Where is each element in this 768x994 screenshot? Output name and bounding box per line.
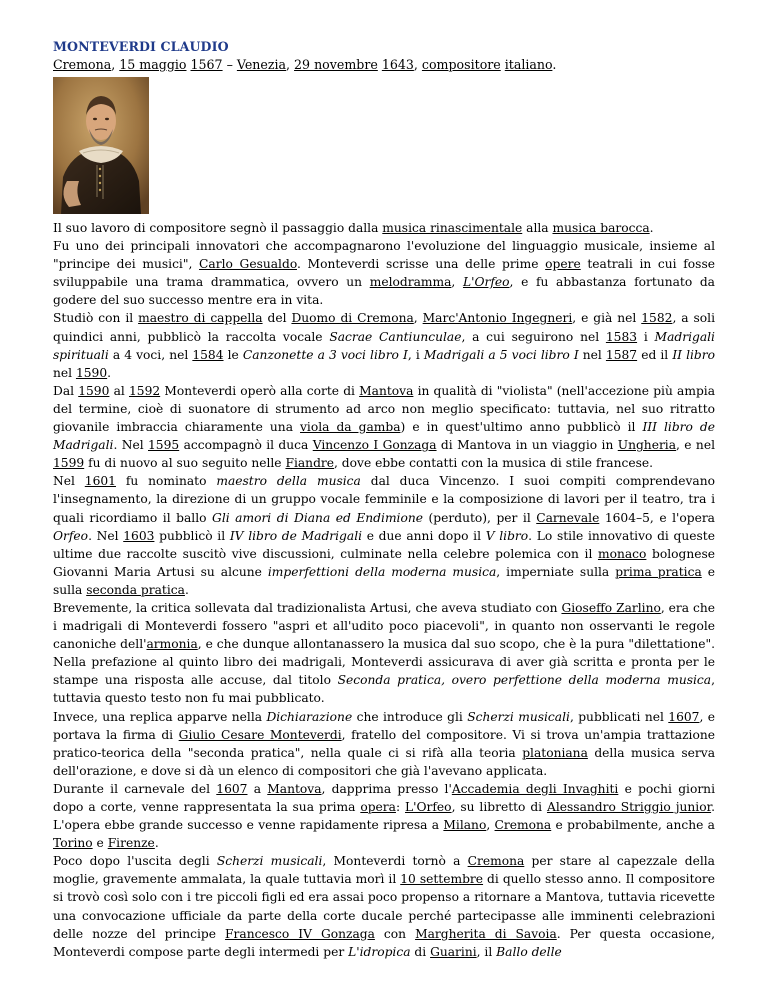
inline-link[interactable]: opere [545, 257, 581, 272]
text-run: alla [522, 221, 553, 235]
text-run: dal duca Vincenzo. I suoi compiti comprendevano l'insegnamento, la direzione di un gruppo vocale femminile e la composizione di lavori per il teatro, tra i quali ricordiamo il ballo [53, 474, 715, 525]
paragraph [53, 219, 715, 237]
text-run: con [374, 926, 416, 941]
birth-year-link[interactable]: 1567 [190, 57, 223, 72]
text-run: , [451, 275, 463, 290]
text-run: . Nel [88, 528, 124, 543]
text-run: Poco dopo l'uscita degli [53, 854, 217, 869]
text-run: , tuttavia questo testo non fu mai pubblicato. [53, 673, 715, 706]
text-run: , a soli quindici anni, pubblicò la raccolta vocale [53, 311, 716, 344]
inline-link[interactable]: prima pratica [615, 564, 702, 579]
text-run: , era che i madrigali di Monteverdi fossero "aspri et all'udito poco piacevoli", in quanto non osservanti le regole canoniche dell' [53, 600, 716, 652]
inline-link[interactable]: opera [360, 800, 396, 814]
italic-text: Gli amori di Diana ed Endimione [212, 510, 423, 525]
inline-link[interactable]: Fiandre [285, 456, 335, 471]
inline-link[interactable]: Duomo di Cremona [291, 311, 414, 326]
text-run: , [486, 818, 495, 833]
text-run: di [410, 944, 431, 959]
page-title: MONTEVERDI CLAUDIO [53, 39, 229, 54]
date-separator: – [222, 57, 237, 72]
inline-link[interactable]: Margherita di Savoia [415, 926, 557, 941]
inline-link[interactable]: 1584 [192, 347, 224, 362]
inline-link[interactable]: 1582 [641, 311, 673, 326]
inline-link[interactable]: Ungheria [617, 438, 677, 453]
text-run: e [92, 836, 108, 851]
text-run: teatrali in cui fosse sviluppabile una trama drammatica, ovvero un [53, 257, 715, 290]
inline-link[interactable]: platoniana [522, 745, 588, 760]
inline-link[interactable]: musica barocca [552, 221, 650, 235]
text-run: e pochi giorni dopo a corte, venne rappresentata la sua prima [53, 781, 715, 814]
text-run: Durante il carnevale del [53, 781, 217, 796]
inline-link[interactable]: Vincenzo I Gonzaga [312, 438, 437, 453]
text-run: Dal [53, 383, 79, 398]
text-run: e sulla [53, 564, 715, 597]
text-run: ) e in quest'ultimo anno pubblicò il [400, 420, 643, 435]
text-run: di Mantova in un viaggio in [436, 438, 618, 453]
inline-link[interactable]: Cremona [467, 854, 525, 869]
text-run: , dove ebbe contatti con la musica di stile francese. [334, 456, 654, 471]
inline-link[interactable]: viola da gamba [300, 420, 401, 435]
death-place-link[interactable]: Venezia [236, 57, 287, 72]
text-run: , fratello del compositore. Vi si trova un'ampia trattazione pratico-teorica della "seconda pratica", nella quale ci si rifà alla teoria [53, 727, 715, 760]
text-run: , Monteverdi tornò a [322, 854, 468, 869]
text-run: Monteverdi operò alla corte di [160, 383, 360, 398]
portrait-image [53, 77, 149, 214]
text-run: per stare al capezzale della moglie, gravemente ammalata, la quale tuttavia morì il [53, 854, 715, 887]
role-link[interactable]: compositore [421, 57, 501, 72]
italic-text: Scherzi musicali [467, 709, 570, 724]
text-run: : [395, 800, 405, 814]
text-run: nel [578, 347, 606, 362]
text-run: . Nel [113, 438, 148, 453]
italic-text: IV libro de Madrigali [229, 528, 363, 543]
italic-text: imperfettioni della moderna musica [267, 564, 497, 579]
inline-link[interactable]: L'Orfeo [462, 275, 510, 290]
italic-text: Seconda pratica, overo perfettione della moderna musica [337, 673, 712, 688]
text-run: , il [476, 944, 497, 959]
biographical-line: Cremona, 15 maggio 1567 – Venezia, 29 novembre 1643, compositore italiano. [53, 57, 557, 72]
text-run: , e che dunque allontanassero la musica dal suo scopo, che è la pura "dilettatione". Nella prefazione al quinto libro dei madrigali, Monteverdi assicurava di aver già scritta e pronta per le stampe una risposta alle accuse, dal titolo [53, 637, 715, 688]
text-run: . Per questa occasione, Monteverdi compose parte degli intermedi per [53, 926, 715, 959]
paragraph [53, 780, 715, 852]
inline-link[interactable]: Giulio Cesare Monteverdi [178, 727, 342, 742]
italic-text: L'idropica [348, 944, 411, 959]
inline-link[interactable]: Francesco IV Gonzaga [225, 926, 375, 941]
text-run: 1604–5, e l'opera [599, 510, 715, 525]
inline-link[interactable]: 1590 [75, 365, 108, 380]
death-date-link[interactable]: 29 novembre [294, 57, 378, 72]
text-run: , a cui seguirono nel [461, 329, 606, 344]
text-run: a 4 voci, nel [108, 347, 193, 362]
text-run: . [184, 582, 189, 597]
italic-text: III libro de Madrigali [53, 420, 715, 453]
text-run: e probabilmente, anche a [551, 818, 715, 833]
text-run: , i [407, 347, 424, 362]
inline-link[interactable]: 1590 [78, 383, 110, 398]
text-run: , e nel [676, 438, 715, 453]
birth-place-link[interactable]: Cremona [53, 57, 112, 72]
italic-text: V libro [485, 528, 529, 543]
inline-link[interactable]: Carlo Gesualdo [199, 257, 297, 272]
text-run: , pubblicati nel [569, 709, 669, 724]
inline-link[interactable]: seconda pratica [86, 582, 185, 597]
inline-link[interactable]: Cremona [494, 818, 552, 833]
text-run: bolognese Giovanni Maria Artusi su alcune [53, 546, 716, 579]
paragraph [53, 472, 715, 599]
text-run: ed il [637, 347, 673, 362]
inline-link[interactable]: monaco [597, 546, 647, 561]
text-run: , e fu abbastanza fortunato da godere del suo successo mentre era in vita. [53, 275, 715, 308]
text-run: pubblicò il [154, 528, 230, 543]
inline-link[interactable]: 1587 [605, 347, 638, 362]
inline-link[interactable]: Milano [443, 818, 487, 833]
text-run: Brevemente, la critica sollevata dal tradizionalista Artusi, che aveva studiato con [53, 600, 562, 615]
italic-text: Madrigali spirituali [53, 329, 715, 362]
text-run: . L'opera ebbe grande successo e venne rapidamente ripresa a [53, 800, 715, 833]
inline-link[interactable]: 1607 [216, 781, 248, 796]
text-run: , su libretto di [451, 800, 547, 814]
inline-link[interactable]: Firenze [107, 836, 155, 851]
text-run: del [262, 311, 292, 326]
text-run: nel [53, 365, 76, 380]
inline-link[interactable]: Carnevale [536, 510, 600, 525]
inline-link[interactable]: Marc'Antonio Ingegneri [422, 311, 573, 326]
inline-link[interactable]: melodramma [369, 275, 452, 290]
inline-link[interactable]: 10 settembre [400, 872, 484, 887]
text-run: e due anni dopo il [362, 528, 486, 543]
text-run: i [637, 329, 655, 344]
text-run: Il suo lavoro di compositore segnò il passaggio dalla [53, 221, 383, 235]
death-year-link[interactable]: 1643 [381, 57, 414, 72]
text-run: fu di nuovo al suo seguito nelle [84, 456, 286, 471]
inline-link[interactable]: 1592 [128, 383, 161, 398]
inline-link[interactable]: Torino [53, 836, 93, 851]
text-run: le [223, 347, 243, 362]
paragraph [53, 708, 715, 780]
text-run: . [154, 836, 159, 851]
italic-text: II libro [672, 347, 715, 362]
paragraph [53, 309, 715, 381]
inline-link[interactable]: 1583 [605, 329, 638, 344]
paragraph [53, 237, 715, 309]
italic-text: Scherzi musicali [216, 854, 323, 869]
text-run: . [107, 365, 112, 380]
italic-text: Dichiarazione [266, 709, 353, 724]
inline-link[interactable]: Gioseffo Zarlino [561, 600, 661, 615]
text-run: al [109, 383, 129, 398]
text-run: che introduce gli [352, 709, 468, 724]
text-run: in qualità di "violista" (nell'accezione più ampia del termine, cioè di suonatore di strumento ad arco non meglio specificato: tuttavia, nel suo ritratto giovanile imbraccia chiaramente una [53, 383, 716, 435]
inline-link[interactable]: armonia [146, 637, 198, 652]
text-run: , e già nel [572, 311, 642, 326]
inline-link[interactable]: 1599 [53, 456, 85, 471]
italic-text: Orfeo [53, 528, 89, 543]
text-run: , dapprima presso l' [321, 781, 452, 796]
inline-link[interactable]: 1603 [123, 528, 155, 543]
italic-text: maestro della musica [216, 474, 361, 489]
text-run: accompagnò il duca [179, 438, 313, 453]
inline-link[interactable]: Mantova [359, 383, 414, 398]
birth-date-link[interactable]: 15 maggio [119, 57, 187, 72]
italic-text: Canzonette a 3 voci libro I [242, 347, 408, 362]
inline-link[interactable]: musica rinascimentale [382, 221, 523, 235]
text-run: . [649, 221, 654, 235]
inline-link[interactable]: Guarini [430, 944, 477, 959]
inline-link[interactable]: Accademia degli Invaghiti [451, 781, 619, 796]
inline-link[interactable]: maestro di cappella [138, 311, 263, 326]
text-run: di quello stesso anno. Il compositore si trovò così solo con i tre piccoli figli ed era assai poco propenso a ritornare a Mantova, tuttavia ricevette una convocazione ufficiale da parte della corte ducale perché partecipasse alle imminenti celebrazioni delle nozze del principe [53, 872, 715, 941]
italic-text: Ballo delle [496, 944, 562, 959]
inline-link[interactable]: Mantova [267, 781, 322, 796]
italic-text: Madrigali a 5 voci libro I [423, 347, 579, 362]
text-run: . Monteverdi scrisse una delle prime [296, 257, 546, 272]
inline-link[interactable]: 1601 [84, 474, 116, 489]
paragraph [53, 382, 715, 472]
inline-link[interactable]: L'Orfeo [405, 800, 452, 814]
text-run: , [413, 311, 423, 326]
text-run: Nel [53, 474, 85, 489]
text-run: Fu uno dei principali innovatori che accompagnarono l'evoluzione del linguaggio musicale, insieme al "principe dei musici", [53, 239, 715, 272]
text-run: , e portava la firma di [53, 709, 716, 742]
text-run: , imperniate sulla [496, 564, 616, 579]
text-run: . Lo stile innovativo di queste ultime due raccolte suscitò vive discussioni, culminate nella celebre polemica con il [53, 528, 715, 561]
nationality-link[interactable]: italiano [504, 57, 553, 72]
text-run: della musica serva dell'orazione, e dove si dà un elenco di compositori che già l'avevano applicata. [53, 745, 715, 778]
article [53, 38, 715, 961]
text-run: a [247, 781, 268, 796]
inline-link[interactable]: Alessandro Striggio junior [546, 800, 712, 814]
text-run: fu nominato [115, 474, 217, 489]
italic-text: Sacrae Cantiunculae [329, 329, 462, 344]
text-run: Studiò con il [53, 311, 139, 326]
paragraph [53, 852, 715, 961]
inline-link[interactable]: 1595 [148, 438, 180, 453]
inline-link[interactable]: 1607 [668, 709, 700, 724]
text-run: (perduto), per il [423, 510, 537, 525]
paragraph [53, 599, 715, 708]
text-run: Invece, una replica apparve nella [53, 709, 267, 724]
article-body [53, 219, 715, 961]
